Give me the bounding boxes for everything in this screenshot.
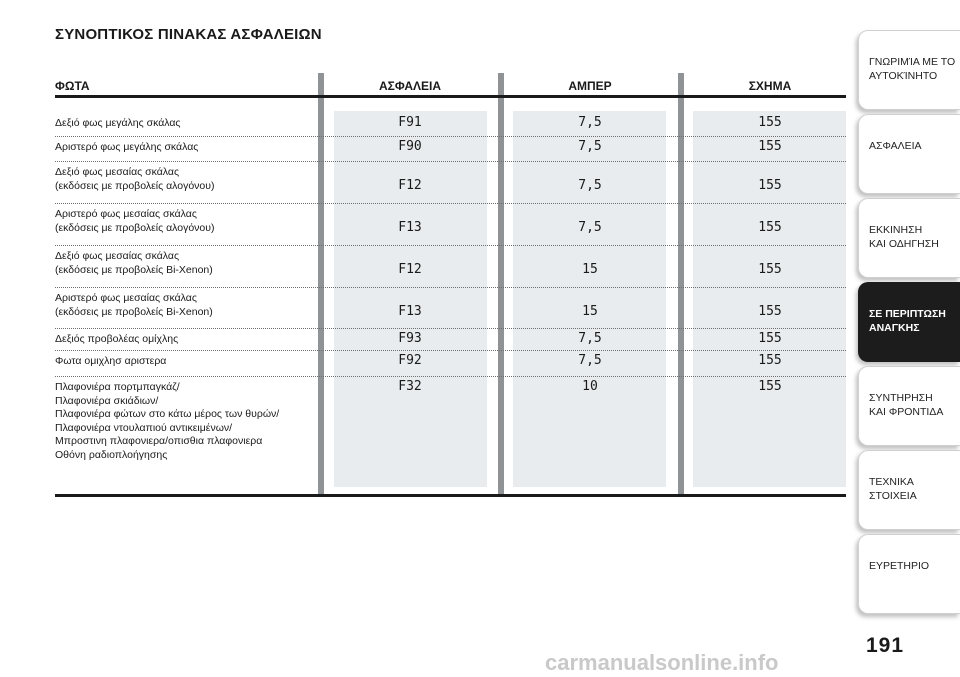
description-line: (εκδόσεις με προβολείς αλογόνου): [55, 221, 215, 234]
description-line: Δεξιό φως μεσαίας σκάλας: [55, 166, 180, 178]
table-row: [55, 204, 846, 246]
row-description: [55, 355, 313, 369]
fuse-value: F32: [398, 379, 422, 394]
chapter-tab[interactable]: [858, 366, 960, 446]
description-line: Πλαφονιέρα πορτμπαγκάζ/: [55, 381, 180, 393]
description-line: Αριστερό φως μεσαίας σκάλας: [55, 292, 197, 304]
fuse-value: F90: [398, 139, 422, 154]
description-line: Πλαφονιέρα σκιάδιων/: [55, 394, 159, 407]
description-line: (εκδόσεις με προβολείς Bi-Xenon): [55, 263, 213, 276]
page-title: ΣΥΝΟΠΤΙΚΟΣ ΠΙΝΑΚΑΣ ΑΣΦΑΛΕΙΩΝ: [55, 26, 322, 43]
chapter-tab[interactable]: [858, 198, 960, 278]
row-description: [55, 292, 313, 319]
page-number: 191: [866, 634, 905, 657]
schema-value: 155: [758, 353, 782, 368]
chapter-tab[interactable]: [858, 30, 960, 110]
row-description: [55, 250, 313, 277]
row-description: [55, 141, 313, 155]
header-schema: ΣΧΗΜΑ: [748, 79, 792, 93]
ampere-value: 7,5: [578, 178, 602, 193]
description-line: Πλαφονιέρα φώτων στο κάτω μέρος των θυρών/: [55, 408, 280, 420]
watermark: carmanualsonline.info: [545, 650, 779, 675]
chapter-tab-label: ΣΤΟΙΧΕΙΑ: [869, 490, 917, 502]
schema-value: 155: [758, 115, 782, 130]
description-line: (εκδόσεις με προβολείς Bi-Xenon): [55, 305, 213, 318]
chapter-tab-label: ΑΝΑΓΚΗΣ: [869, 322, 920, 334]
fuse-value: F13: [398, 304, 422, 319]
description-line: Οθόνη ραδιοπλοήγησης: [55, 448, 168, 461]
chapter-tab-label: ΣΕ ΠΕΡΙΠΤΩΣΗ: [869, 308, 946, 320]
description-line: Δεξιό φως μεγάλης σκάλας: [55, 117, 181, 129]
ampere-value: 15: [582, 262, 598, 277]
table-row: [55, 246, 846, 288]
description-line: Αριστερό φως μεγάλης σκάλας: [55, 141, 199, 153]
ampere-value: 7,5: [578, 220, 602, 235]
table-row: [55, 351, 846, 377]
schema-value: 155: [758, 262, 782, 277]
ampere-value: 15: [582, 304, 598, 319]
description-line: (εκδόσεις με προβολείς αλογόνου): [55, 179, 215, 192]
description-line: Δεξιό φως μεσαίας σκάλας: [55, 250, 180, 262]
chapter-tab-label: ΤΕΧΝΙΚΑ: [869, 476, 914, 488]
header-lights: ΦΩΤΑ: [55, 79, 90, 93]
chapter-tab[interactable]: [858, 534, 960, 614]
schema-value: 155: [758, 379, 782, 394]
schema-value: 155: [758, 139, 782, 154]
header-rule: [55, 95, 846, 98]
chapter-tab[interactable]: [858, 282, 960, 362]
description-line: Φωτα ομιχλησ αριστερα: [55, 355, 167, 367]
chapter-tab-label: ΑΥΤΟΚΊΝΗΤΟ: [869, 70, 938, 82]
schema-value: 155: [758, 331, 782, 346]
schema-value: 155: [758, 304, 782, 319]
description-line: Μπροστινη πλαφονιερα/οπισθια πλαφονιερα: [55, 435, 263, 447]
chapter-tab-label: ΚΑΙ ΟΔΗΓΗΣΗ: [869, 238, 939, 250]
schema-value: 155: [758, 178, 782, 193]
chapter-tab-label: ΣΥΝΤΗΡΗΣΗ: [869, 392, 933, 404]
row-description: [55, 381, 313, 462]
fuse-value: F12: [398, 178, 422, 193]
table-row: [55, 162, 846, 204]
description-line: Αριστερό φως μεσαίας σκάλας: [55, 208, 197, 220]
chapter-tab-label: ΚΑΙ ΦΡΟΝΤΙΔΑ: [869, 406, 944, 418]
chapter-tab-label: ΕΥΡΕΤΗΡΙΟ: [869, 560, 930, 572]
chapter-tab-label: ΓΝΩΡΙΜΊΑ ΜΕ ΤΟ: [869, 56, 956, 68]
fuse-value: F92: [398, 353, 422, 368]
chapter-tab[interactable]: [858, 450, 960, 530]
fuse-value: F93: [398, 331, 422, 346]
table-row: [55, 377, 846, 482]
fuse-value: F12: [398, 262, 422, 277]
ampere-value: 7,5: [578, 331, 602, 346]
ampere-value: 10: [582, 379, 598, 394]
fuse-table: [55, 73, 846, 498]
header-fuse: ΑΣΦΑΛΕΙΑ: [378, 79, 442, 93]
fuse-value: F91: [398, 115, 422, 130]
chapter-tab[interactable]: [858, 114, 960, 194]
ampere-value: 7,5: [578, 139, 602, 154]
description-line: Πλαφονιέρα ντουλαπιού αντικειμένων/: [55, 421, 233, 434]
fuse-value: F13: [398, 220, 422, 235]
table-row: [55, 329, 846, 351]
ampere-value: 7,5: [578, 353, 602, 368]
chapter-tab-label: ΑΣΦΑΛΕΙΑ: [869, 140, 922, 152]
chapter-tab-label: ΕΚΚΙΝΗΣΗ: [869, 224, 923, 236]
table-row: [55, 288, 846, 329]
row-description: [55, 333, 313, 347]
table-bottom-rule: [55, 494, 846, 497]
description-line: Δεξιός προβολέας ομίχλης: [55, 333, 179, 345]
row-description: [55, 208, 313, 235]
row-description: [55, 166, 313, 193]
row-description: [55, 117, 313, 131]
schema-value: 155: [758, 220, 782, 235]
ampere-value: 7,5: [578, 115, 602, 130]
table-row: [55, 113, 846, 137]
header-ampere: ΑΜΠΕΡ: [568, 79, 612, 93]
table-row: [55, 137, 846, 162]
